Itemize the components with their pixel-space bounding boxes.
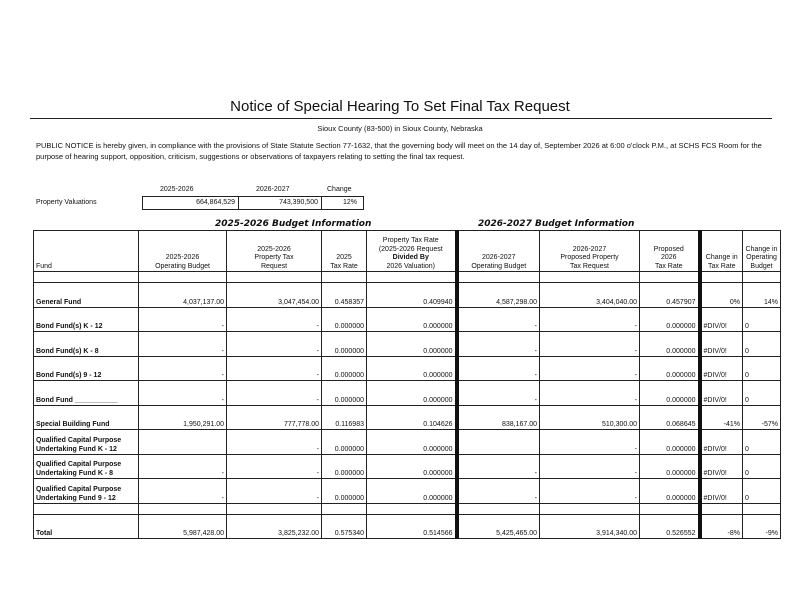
table-cell: -	[227, 307, 322, 332]
table-cell: -	[227, 454, 322, 479]
table-cell: -	[457, 332, 540, 357]
spacer-row	[34, 272, 781, 283]
table-cell: 14%	[743, 283, 781, 308]
column-header: Property Tax Rate (2025-2026 Request Divided By 2026 Valuation)	[367, 231, 457, 272]
valuation-header-2026: 2026-2027	[256, 186, 290, 193]
table-cell: 0.000000	[640, 356, 700, 381]
table-cell: 0.409940	[367, 283, 457, 308]
table-cell: 0.000000	[322, 479, 367, 504]
fund-name-cell: Qualified Capital Purpose Undertaking Fund K - 12	[34, 430, 139, 455]
table-cell: 0	[743, 430, 781, 455]
table-row	[34, 381, 781, 406]
fund-name-cell: Bond Fund(s) K - 12	[34, 307, 139, 332]
table-cell: 3,404,040.00	[540, 283, 640, 308]
table-cell: 0	[743, 479, 781, 504]
table-cell: 5,987,428.00	[139, 514, 227, 539]
table-cell: 838,167.00	[457, 405, 540, 430]
table-cell: 0.000000	[640, 454, 700, 479]
table-cell: #DIV/0!	[700, 430, 743, 455]
table-cell: 0.457907	[640, 283, 700, 308]
table-cell: 4,037,137.00	[139, 283, 227, 308]
valuation-header-2025: 2025-2026	[160, 186, 194, 193]
fund-name-cell: Bond Fund ___________	[34, 381, 139, 406]
table-cell: 0.000000	[367, 381, 457, 406]
table-cell: 0	[743, 381, 781, 406]
table-cell: #DIV/0!	[700, 381, 743, 406]
table-cell: 0.000000	[367, 430, 457, 455]
table-cell: -	[139, 479, 227, 504]
table-cell: -	[540, 332, 640, 357]
table-cell: 0.000000	[367, 454, 457, 479]
table-cell: -	[540, 430, 640, 455]
table-cell: 0.458357	[322, 283, 367, 308]
table-row	[34, 332, 781, 357]
table-cell: -9%	[743, 514, 781, 539]
table-cell: 0.000000	[322, 430, 367, 455]
table-cell: -	[540, 381, 640, 406]
column-header: Change in Tax Rate	[700, 231, 743, 272]
column-header: 2025-2026 Operating Budget	[139, 231, 227, 272]
table-cell: #DIV/0!	[700, 479, 743, 504]
page-subtitle: Sioux County (83-500) in Sioux County, Nebraska	[317, 124, 483, 133]
table-cell: -	[457, 479, 540, 504]
section-header-2026: 2026-2027 Budget Information	[478, 219, 635, 229]
table-header-row	[34, 231, 781, 272]
table-cell: 0	[743, 356, 781, 381]
table-cell: 0	[743, 332, 781, 357]
table-cell: 0.000000	[367, 479, 457, 504]
column-header: 2025 Tax Rate	[322, 231, 367, 272]
table-cell: 0.000000	[322, 454, 367, 479]
valuation-label: Property Valuations	[36, 199, 97, 206]
table-cell: -	[540, 479, 640, 504]
table-cell: -	[457, 307, 540, 332]
table-cell: 0.000000	[367, 307, 457, 332]
table-row	[34, 430, 781, 455]
table-row	[34, 405, 781, 430]
table-cell: -	[227, 430, 322, 455]
table-cell: 0.000000	[640, 430, 700, 455]
fund-name-cell: Bond Fund(s) K - 8	[34, 332, 139, 357]
table-cell: 0.116983	[322, 405, 367, 430]
table-cell: -	[227, 356, 322, 381]
table-cell: 0.068645	[640, 405, 700, 430]
table-row	[34, 356, 781, 381]
table-cell: -	[139, 332, 227, 357]
table-cell: -	[227, 479, 322, 504]
fund-name-cell: General Fund	[34, 283, 139, 308]
table-cell: 0.000000	[322, 356, 367, 381]
table-row	[34, 283, 781, 308]
table-cell: -8%	[700, 514, 743, 539]
table-cell: #DIV/0!	[700, 454, 743, 479]
table-cell: 0.000000	[367, 332, 457, 357]
table-cell: -	[139, 381, 227, 406]
table-cell: 0.514566	[367, 514, 457, 539]
table-cell: 0.000000	[640, 332, 700, 357]
table-cell: 510,300.00	[540, 405, 640, 430]
fund-name-cell: Bond Fund(s) 9 - 12	[34, 356, 139, 381]
page-title: Notice of Special Hearing To Set Final Tax Request	[230, 98, 570, 115]
public-notice-text: PUBLIC NOTICE is hereby given, in compliance with the provisions of State Statute Section 77-1632, that the governing body will meet on the 14 day of, September 2026 at 6:00 o'clock P.M., at SCHS FCS Room for the purpose of hearing support, opposition, criticism, suggestions or observations of taxpayers relating to setting the final tax request.	[36, 141, 762, 161]
table-cell: 0.526552	[640, 514, 700, 539]
table-cell	[139, 430, 227, 455]
table-row	[34, 514, 781, 539]
spacer-row	[34, 503, 781, 514]
table-row	[34, 307, 781, 332]
table-cell: 777,778.00	[227, 405, 322, 430]
valuation-box	[142, 196, 364, 210]
fund-name-cell: Special Building Fund	[34, 405, 139, 430]
table-cell: -	[457, 356, 540, 381]
table-cell: 0%	[700, 283, 743, 308]
valuation-change: 12%	[342, 199, 357, 206]
fund-name-cell: Qualified Capital Purpose Undertaking Fund 9 - 12	[34, 479, 139, 504]
column-header: 2025-2026 Property Tax Request	[227, 231, 322, 272]
table-cell: -	[139, 454, 227, 479]
table-cell: -57%	[743, 405, 781, 430]
table-cell: -	[540, 356, 640, 381]
table-cell: 0	[743, 307, 781, 332]
table-cell: 3,047,454.00	[227, 283, 322, 308]
table-cell: 0.000000	[322, 381, 367, 406]
table-cell: 3,914,340.00	[540, 514, 640, 539]
table-cell: 0.000000	[640, 381, 700, 406]
table-cell: 0.000000	[640, 307, 700, 332]
table-cell: 0.104626	[367, 405, 457, 430]
table-cell: #DIV/0!	[700, 356, 743, 381]
table-cell: 1,950,291.00	[139, 405, 227, 430]
valuation-header-change: Change	[327, 186, 352, 193]
valuation-2025: 664,864,529	[143, 197, 239, 209]
table-cell: 0.000000	[640, 479, 700, 504]
valuation-2026: 743,390,500	[239, 197, 322, 209]
table-row	[34, 454, 781, 479]
fund-name-cell: Total	[34, 514, 139, 539]
title-underline	[30, 118, 772, 119]
section-header-2025: 2025-2026 Budget Information	[215, 219, 372, 229]
table-cell: -41%	[700, 405, 743, 430]
column-header: 2026-2027 Proposed Property Tax Request	[540, 231, 640, 272]
budget-table	[33, 230, 781, 539]
table-cell: -	[139, 356, 227, 381]
table-cell: -	[540, 307, 640, 332]
table-cell	[457, 430, 540, 455]
table-cell: 0	[743, 454, 781, 479]
column-header: Change in Operating Budget	[743, 231, 781, 272]
table-cell: 0.575340	[322, 514, 367, 539]
table-cell: -	[227, 381, 322, 406]
table-cell: 0.000000	[322, 332, 367, 357]
table-cell: #DIV/0!	[700, 307, 743, 332]
table-cell: -	[540, 454, 640, 479]
table-row	[34, 479, 781, 504]
table-cell: 5,425,465.00	[457, 514, 540, 539]
table-cell: 4,587,298.00	[457, 283, 540, 308]
table-cell: #DIV/0!	[700, 332, 743, 357]
table-cell: 3,825,232.00	[227, 514, 322, 539]
table-cell: -	[457, 381, 540, 406]
table-cell: -	[227, 332, 322, 357]
fund-name-cell: Qualified Capital Purpose Undertaking Fund K - 8	[34, 454, 139, 479]
table-cell: -	[139, 307, 227, 332]
column-header: Proposed 2026 Tax Rate	[640, 231, 700, 272]
column-header: Fund	[34, 231, 139, 272]
table-cell: 0.000000	[367, 356, 457, 381]
column-header: 2026-2027 Operating Budget	[457, 231, 540, 272]
table-cell: 0.000000	[322, 307, 367, 332]
table-cell: -	[457, 454, 540, 479]
